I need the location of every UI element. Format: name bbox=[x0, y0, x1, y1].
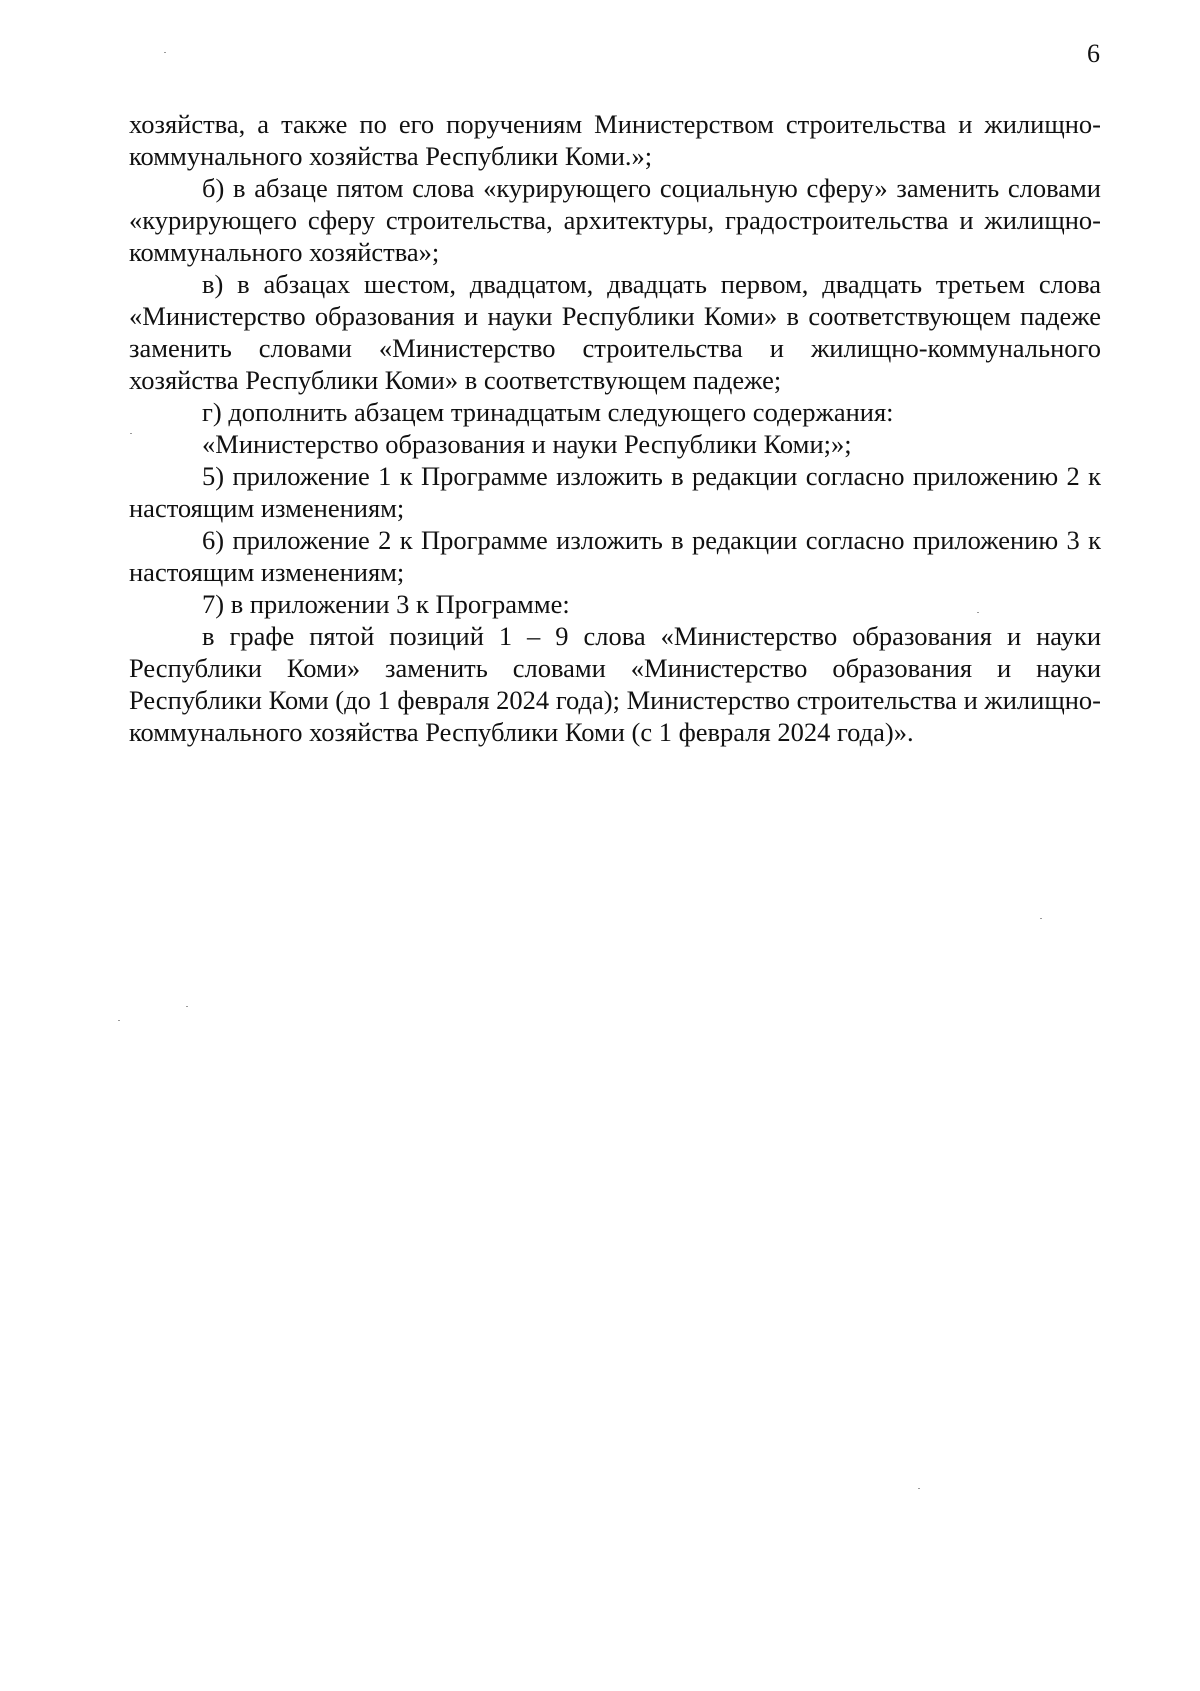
paragraph-item-v: в) в абзацах шестом, двадцатом, двадцать первом, двадцать третьем слова «Министерство образования и науки Республики Коми» в соответствующем падеже заменить словами «Министерство строительства и жилищно-коммунального хозяйства Республики Коми» в соответствующем падеже; bbox=[129, 269, 1101, 395]
paragraph-quoted-insert: «Министерство образования и науки Республики Коми;»; bbox=[202, 429, 852, 459]
scan-speck bbox=[164, 52, 166, 53]
paragraph-column-five-change: в графе пятой позиций 1 – 9 слова «Министерство образования и науки Республики Коми» заменить словами «Министерство образования и науки Республики Коми (до 1 февраля 2024 года); Министерство строительства и жилищно-коммунального хозяйства Республики Коми (с 1 февраля 2024 года)». bbox=[129, 621, 1101, 747]
scan-speck bbox=[186, 1006, 188, 1007]
scan-speck bbox=[118, 1020, 120, 1021]
paragraph-item-b: б) в абзаце пятом слова «курирующего социальную сферу» заменить словами «курирующего сферу строительства, архитектуры, градостроительства и жилищно-коммунального хозяйства»; bbox=[129, 173, 1101, 267]
paragraph-item-5: 5) приложение 1 к Программе изложить в редакции согласно приложению 2 к настоящим изменениям; bbox=[129, 461, 1101, 523]
scan-speck bbox=[1040, 918, 1042, 919]
scan-speck bbox=[918, 1488, 920, 1489]
scan-speck bbox=[977, 612, 979, 613]
paragraph-item-g: г) дополнить абзацем тринадцатым следующего содержания: bbox=[202, 397, 894, 427]
page-number: 6 bbox=[1087, 39, 1100, 68]
paragraph-item-7: 7) в приложении 3 к Программе: bbox=[202, 589, 570, 619]
paragraph-item-6: 6) приложение 2 к Программе изложить в редакции согласно приложению 3 к настоящим изменениям; bbox=[129, 525, 1101, 587]
document-body bbox=[129, 108, 1101, 748]
scan-speck bbox=[130, 433, 132, 434]
paragraph-continuation: хозяйства, а также по его поручениям Министерством строительства и жилищно-коммунального хозяйства Республики Коми.»; bbox=[129, 109, 1101, 171]
